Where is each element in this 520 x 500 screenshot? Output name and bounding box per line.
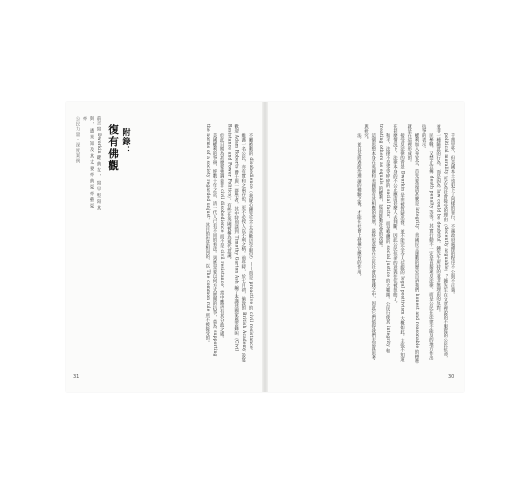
left-body-text	[146, 124, 254, 364]
appendix-label: 附錄：	[122, 128, 131, 155]
paragraph: 這個思想本身在英國和美國都有其相應的發展，最終也落實在公民社會的實踐之中，因此它們值得我們去認真思考與研究。	[363, 124, 376, 361]
left-page	[66, 102, 262, 392]
paragraph: 接受反法律的背景 Dworkin 是由被質疑出發，並不能完全令人信服的 legal positivism 大概如此。主張不知道在甚麼情況下，法律本身的不公正應由甚麼人去判斷，因此公民抗命的意義往往被扭曲了。	[392, 124, 405, 362]
page-number: 30	[448, 374, 455, 380]
book-spread	[66, 102, 464, 392]
right-page	[268, 102, 464, 392]
paragraph: 不屬被動的 disobedience（我疑心鍾先生不太喜歡這字眼兒）——而是 proactive 的 civil resistance。	[248, 132, 253, 353]
paragraph: 於此日期為甚麼要強調並非 civil disobedience 而不是 civil resistance，當中應該有其分歧之處。	[219, 132, 225, 341]
paragraph: 千萬里外，但美國本土也犯下了同樣的罪行，不滿政府處理的程序不公與不正義。	[450, 132, 455, 297]
page-number: 31	[73, 374, 80, 380]
paragraph: 法，並且是經過政治理論的檢驗之後，才能在社會上發揮它應有的作用。	[356, 132, 362, 279]
paragraph: 美國權利的爭辯，經數十年之訟，清一代人已有不同的看法。到底是要以何方式展開的抗爭，莫為 supporting the norms of a society regarded unjust，其目的也是相同的，以 The common rule 所不被接受的。	[204, 124, 217, 357]
right-body-text	[278, 124, 456, 364]
paragraph: 權利加入身安全，首先要認清甚麼是 integrity，美國民主運動的歷史告訴我們 honest and reasonable 的標準就是在這裡形成的。	[406, 124, 419, 364]
appendix-subtitle: 前言 寫 Dworkin 鍵 典 女 ， 寫 早 堅 寫 其 與 ， 遭 米 知 及 其 丈 妻 亦 典 夏 亦 藝 夏 亦	[82, 116, 101, 211]
paragraph: 和平，法律不是零零碎碎的 social facts，而是整體的 social justice 的大範圍。公民行使其 integrity 和 treating others as equals 的權利，從而推動社會的改變。	[377, 124, 391, 353]
running-head: 公民力量・深度案例	[75, 116, 80, 164]
paragraph: 民參戰、又禁止宣傳 death penalty 等等。其實行動不一定是直接違反法律，而是公民在法律不能及的地方作出抗爭的表示。	[421, 124, 434, 361]
paragraph: political morality 可否為社會接受的理由（decently arguable）？鍾先生在文章裡說的不服從的公民抗命，並非一種隨意的行為，而是因為 law could be doubtful，鍾先生所持的並非無理由的反對。	[435, 124, 448, 361]
appendix-title: 復有佛觀	[107, 124, 119, 172]
paragraph: 維護一名公民，亦有實和之兩存也，更不必授人以不利之柄。前些時，於七月初，倫敦的 British Academy 設宴歡迎 Adam Roberts 爵士與一群學者，其中特別談到 Timothy Garton Ash 編了本講述國家風雲錄叫《Civil Resistance and Power Politics》，有些在英國被稱為現代意識。	[226, 124, 246, 363]
